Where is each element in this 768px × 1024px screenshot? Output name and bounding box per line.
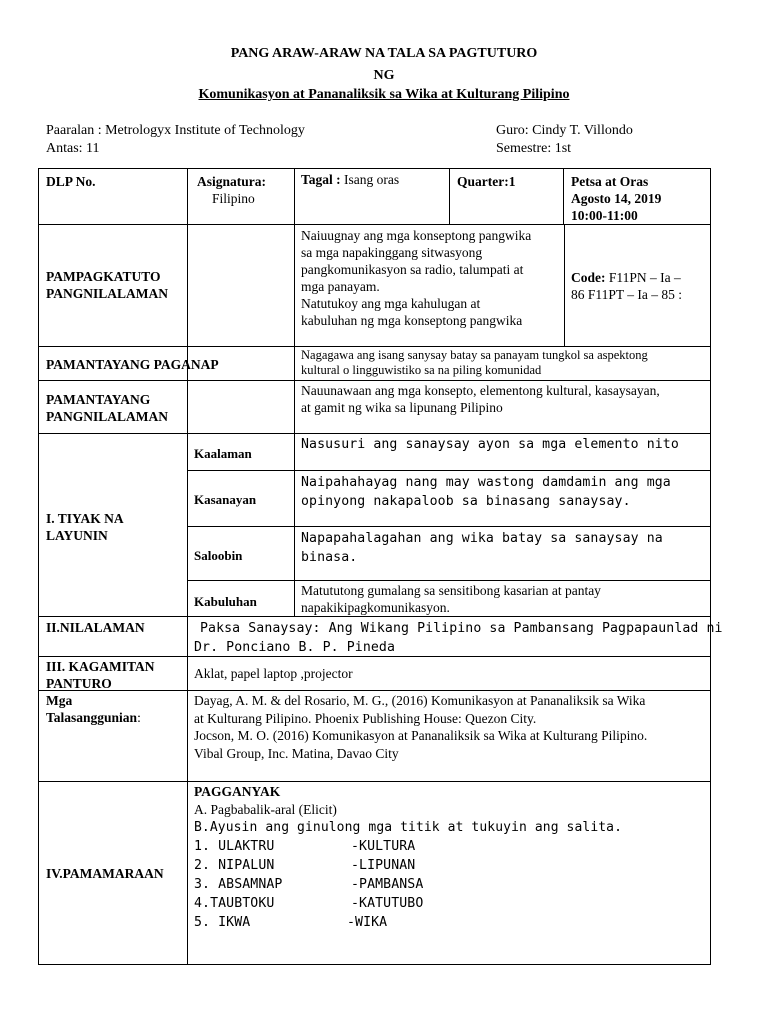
competency-line: sa mga napakinggang sitwasyong: [301, 245, 483, 260]
duration-value: Isang oras: [344, 172, 400, 187]
document-title-ng: NG: [373, 68, 395, 83]
competency-line: kabuluhan ng mga konseptong pangwika: [301, 313, 523, 328]
content-standard-label: [46, 391, 168, 425]
performance-standard-line: Nagagawa ang isang sanysay batay sa panayam tungkol sa aspektong: [301, 348, 648, 362]
materials-text: Aklat, papel laptop ,projector: [194, 666, 353, 681]
scrambled-word: 4.TAUBTOKU: [194, 896, 275, 911]
knowledge-label: Kaalaman: [194, 446, 252, 461]
content-standard-label-line2: PANGNILALAMAN: [46, 409, 168, 424]
subject-label: Asignatura:: [197, 174, 267, 189]
course-title: Komunikasyon at Pananaliksik sa Wika at Kulturang Pilipino: [198, 87, 570, 102]
attitude-objective-line: Napapahalagahan ang wika batay sa sanaysay na: [301, 531, 663, 546]
procedure-label: IV.PAMAMARAAN: [46, 866, 164, 881]
significance-label: Kabuluhan: [194, 594, 257, 609]
time-value: 10:00-11:00: [571, 208, 638, 223]
grade-level-label: Antas: 11: [46, 141, 100, 156]
references-label-line2: Talasanggunian: [46, 710, 138, 725]
materials-label-line2: PANTURO: [46, 676, 112, 691]
content-label: II.NILALAMAN: [46, 620, 145, 635]
performance-standard-line: kultural o lingguwistiko sa na piling komunidad: [301, 363, 542, 377]
subject-value: Filipino: [212, 191, 255, 206]
learning-competency-label: [46, 268, 168, 302]
date-time-label: Petsa at Oras: [571, 174, 649, 189]
content-topic-line: Paksa Sanaysay: Ang Wikang Pilipino sa Pambansang Pagpapaunlad ni: [200, 621, 723, 636]
competency-line: Naiuugnay ang mga konseptong pangwika: [301, 228, 532, 243]
scrambled-word: 3. ABSAMNAP: [194, 877, 283, 892]
competency-line: mga panayam.: [301, 279, 380, 294]
document-title: PANG ARAW-ARAW NA TALA SA PAGTUTURO: [230, 46, 538, 61]
elicit-subtitle: A. Pagbabalik-aral (Elicit): [194, 802, 337, 817]
significance-objective-line: napakikipagkomunikasyon.: [301, 600, 450, 615]
materials-label: [46, 658, 155, 692]
competency-line: Natutukoy ang mga kahulugan at: [301, 296, 481, 311]
scrambled-word: 5. IKWA: [194, 915, 251, 930]
performance-standard-label: PAMANTAYANG PAGANAP: [46, 357, 219, 372]
skills-objective-line: opinyong nakapaloob sa binasang sanaysay.: [301, 494, 631, 509]
teacher-label: Guro: Cindy T. Villondo: [496, 123, 633, 138]
significance-objective: [301, 582, 601, 616]
references-label-colon: :: [137, 710, 141, 725]
answer-word: -KULTURA: [351, 839, 416, 854]
references-label-line1: Mga: [46, 693, 73, 708]
references-label: [46, 692, 141, 726]
scrambled-word: 1. ULAKTRU: [194, 839, 275, 854]
dlp-number-label: DLP No.: [46, 174, 96, 189]
content-topic: [194, 619, 723, 657]
content-topic-line: Dr. Ponciano B. P. Pineda: [194, 640, 395, 655]
learning-competency-text: [301, 227, 531, 329]
duration-field: [301, 171, 399, 188]
learning-competency-label-line1: PAMPAGKATUTO: [46, 269, 161, 284]
answer-word: -WIKA: [347, 915, 388, 930]
objectives-label: [46, 510, 124, 544]
quarter-label: Quarter:1: [457, 174, 516, 189]
duration-label: Tagal :: [301, 172, 341, 187]
references-text: [194, 692, 647, 762]
objectives-label-line1: I. TIYAK NA: [46, 511, 124, 526]
performance-standard-text: [301, 348, 648, 378]
materials-label-line1: III. KAGAMITAN: [46, 659, 155, 674]
skills-objective-line: Naipahahayag nang may wastong damdamin ang mga: [301, 475, 671, 490]
objectives-label-line2: LAYUNIN: [46, 528, 108, 543]
significance-objective-line: Matututong gumalang sa sensitibong kasarian at pantay: [301, 583, 601, 598]
reference-line: at Kulturang Pilipino. Phoenix Publishing House: Quezon City.: [194, 710, 537, 726]
attitude-objective: [301, 529, 663, 567]
content-standard-text: [301, 382, 660, 416]
answer-word: -PAMBANSA: [351, 877, 424, 892]
semester-label: Semestre: 1st: [496, 141, 572, 156]
content-standard-line: Nauunawaan ang mga konsepto, elementong kultural, kasaysayan,: [301, 383, 660, 398]
code-value-line1: F11PN – Ia –: [608, 270, 681, 285]
reference-line: Vibal Group, Inc. Matina, Davao City: [194, 745, 399, 761]
date-value: Agosto 14, 2019: [571, 191, 662, 206]
skills-objective: [301, 473, 671, 511]
code-value-line2: 86 F11PT – Ia – 85 :: [571, 287, 683, 302]
knowledge-objective: Nasusuri ang sanaysay ayon sa mga elemento nito: [301, 437, 679, 452]
competency-code: [571, 269, 682, 303]
attitude-objective-line: binasa.: [301, 550, 358, 565]
competency-line: pangkomunikasyon sa radio, talumpati at: [301, 262, 524, 277]
reference-line: Dayag, A. M. & del Rosario, M. G., (2016) Komunikasyon at Pananaliksik sa Wika: [194, 693, 646, 708]
motivation-title: PAGGANYAK: [194, 784, 281, 799]
activity-instruction: B.Ayusin ang ginulong mga titik at tukuyin ang salita.: [194, 820, 623, 835]
reference-line: Jocson, M. O. (2016) Komunikasyon at Pananaliksik sa Wika at Kulturang Pilipino.: [194, 728, 648, 743]
scrambled-word: 2. NIPALUN: [194, 858, 275, 873]
answer-word: -KATUTUBO: [351, 896, 424, 911]
school-label: Paaralan : Metrologyx Institute of Technology: [46, 123, 305, 138]
skills-label: Kasanayan: [194, 492, 257, 507]
content-standard-line: at gamit ng wika sa lipunang Pilipino: [301, 400, 503, 415]
learning-competency-label-line2: PANGNILALAMAN: [46, 286, 168, 301]
attitude-label: Saloobin: [194, 548, 243, 563]
answer-word: -LIPUNAN: [351, 858, 416, 873]
code-label: Code:: [571, 270, 606, 285]
content-standard-label-line1: PAMANTAYANG: [46, 392, 151, 407]
